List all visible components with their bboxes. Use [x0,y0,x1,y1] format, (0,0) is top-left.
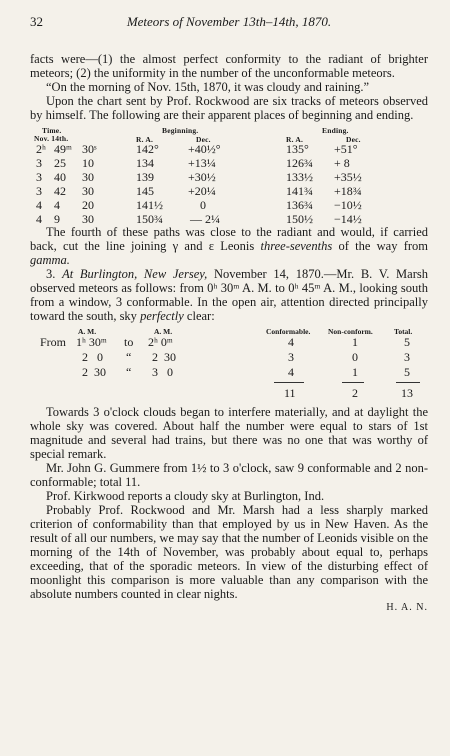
cell-ra-end: 136¾ [286,198,313,212]
cell-minute: 9 [54,212,60,226]
col-header-ending: Ending. [322,126,349,135]
paragraph: facts were—(1) the almost perfect conformity to the radiant of brighter meteors; (2) the uniformity in the number of the unconformable meteors. [30,52,428,80]
cell-second: 30ˢ [82,142,97,156]
running-title: Meteors of November 13th–14th, 1870. [126,14,332,29]
cell-hour: 3 [36,156,42,170]
cell-ra-begin: 139 [136,170,154,184]
paragraph: Probably Prof. Rockwood and Mr. Marsh had a less sharply marked criterion of conformability than that employed by us in New Haven. As the result of all our numbers, we may say that the number of Leonids visible on the morning of the 14th of November, was probably about equal to, perhaps exceeding, that of the sporadic meteors. In view of the disturbing effect of moonlight this comparison is more valuable than any comparison with the absolute numbers counted in clear nights. [30,503,428,601]
paragraph: Towards 3 o'clock clouds began to interfere materially, and at daylight the whole sky was covered. About half the number were equal to stars of 1st magnitude and several had trains, but there was no one that was worthy of special remark. [30,405,428,461]
paragraph: 3. At Burlington, New Jersey, November 14, 1870.—Mr. B. V. Marsh observed meteors as follows: from 0ʰ 30ᵐ A. M. to 0ʰ 45ᵐ A. M., looking south from a window, 3 conformable. In the open air, attention directed principally toward the south, sky perfectly clear: [30,267,428,323]
cell-conformable: 3 [288,350,294,364]
col-header-conformable: Conformable. [266,327,311,336]
cell-minute: 49ᵐ [54,142,72,156]
cell-ra-begin: 150¾ [136,212,163,226]
table-row [30,335,428,351]
col-header-date: Nov. 14th. [34,134,69,143]
cell-dec-begin: +20¼ [188,184,216,198]
total-conformable: 11 [284,386,296,400]
paragraph: Prof. Kirkwood reports a cloudy sky at Burlington, Ind. [46,489,325,503]
marsh-observations-table [30,323,428,405]
cell-nonconform: 1 [352,365,358,379]
page-header [30,14,428,34]
col-header-dec-begin: Dec. [196,135,211,144]
sum-rule [274,382,304,383]
cell-end: 2 30 [152,350,176,364]
table-row [30,142,428,156]
cell-ra-begin: 134 [136,156,154,170]
cell-dec-begin: +13¼ [188,156,216,170]
cell-minute: 42 [54,184,66,198]
cell-to: “ [126,350,132,364]
table-row [30,212,428,226]
cell-minute: 40 [54,170,66,184]
cell-total: 3 [404,350,410,364]
cell-dec-end: −14½ [334,212,362,226]
page-number: 32 [30,14,43,29]
table-row [30,170,428,184]
cell-hour: 4 [36,212,42,226]
table-row [30,365,428,381]
col-header-dec-end: Dec. [346,135,361,144]
cell-to: “ [126,365,132,379]
total-nonconform: 2 [352,386,358,400]
cell-dec-begin: — 2¼ [190,212,220,226]
cell-conformable: 4 [288,335,294,349]
cell-dec-end: +51° [334,142,358,156]
cell-ra-end: 150½ [286,212,313,226]
totals-row [30,386,428,402]
cell-ra-begin: 145 [136,184,154,198]
cell-hour: 3 [36,170,42,184]
col-header-beginning: Beginning. [162,126,199,135]
cell-total: 5 [404,335,410,349]
cell-dec-end: +18¾ [334,184,362,198]
sum-rule [396,382,420,383]
col-header-am-end: A. M. [154,327,173,336]
cell-hour: 4 [36,198,42,212]
cell-dec-begin: +30½ [188,170,216,184]
cell-dec-begin: +40½° [188,142,221,156]
meteor-paths-table [30,124,428,226]
cell-second: 30 [82,184,94,198]
sum-rule [342,382,364,383]
cell-conformable: 4 [288,365,294,379]
cell-total: 5 [404,365,410,379]
signature: H. A. N. [386,602,428,613]
cell-ra-begin: 141½ [136,198,163,212]
cell-ra-begin: 142° [136,142,159,156]
col-header-ra-begin: R. A. [136,135,154,144]
cell-second: 30 [82,212,94,226]
cell-to: to [124,335,134,349]
total-all: 13 [401,386,413,400]
cell-dec-end: −10½ [334,198,362,212]
cell-start: 2 30 [82,365,106,379]
cell-ra-end: 141¾ [286,184,313,198]
cell-ra-end: 126¾ [286,156,313,170]
cell-second: 30 [82,170,94,184]
cell-second: 20 [82,198,94,212]
cell-end: 3 0 [152,365,173,379]
cell-minute: 4 [54,198,60,212]
cell-hour: 2ʰ [36,142,46,156]
cell-dec-end: + 8 [334,156,350,170]
cell-minute: 25 [54,156,66,170]
paragraph: Mr. John G. Gummere from 1½ to 3 o'clock, saw 9 conformable and 2 non-conformable; total 11. [30,461,428,489]
cell-dec-end: +35½ [334,170,362,184]
cell-dec-begin: 0 [200,198,206,212]
table-row [30,198,428,212]
paragraph-quote: “On the morning of Nov. 15th, 1870, it was cloudy and raining.” [46,80,370,94]
col-header-ra-end: R. A. [286,135,304,144]
col-header-nonconform: Non-conform. [328,327,373,336]
cell-nonconform: 1 [352,335,358,349]
table-row [30,350,428,366]
cell-nonconform: 0 [352,350,358,364]
paragraph: Upon the chart sent by Prof. Rockwood are six tracks of meteors observed by himself. The following are their apparent places of beginning and ending. [30,94,428,122]
cell-hour: 3 [36,184,42,198]
col-header-total: Total. [394,327,413,336]
table-row [30,184,428,198]
cell-ra-end: 133½ [286,170,313,184]
col-header-am-start: A. M. [78,327,97,336]
cell-ra-end: 135° [286,142,309,156]
col-header-time: Time. [42,126,62,135]
page-body [30,52,428,615]
cell-end: 2ʰ 0ᵐ [148,335,173,349]
paragraph: The fourth of these paths was close to the radiant and would, if carried back, cut the line joining γ and ε Leonis three-sevenths of the way from gamma. [30,225,428,267]
cell-start: 1ʰ 30ᵐ [76,335,107,349]
cell-start: 2 0 [82,350,103,364]
cell-second: 10 [82,156,94,170]
cell-from: From [40,335,67,349]
table-row [30,156,428,170]
